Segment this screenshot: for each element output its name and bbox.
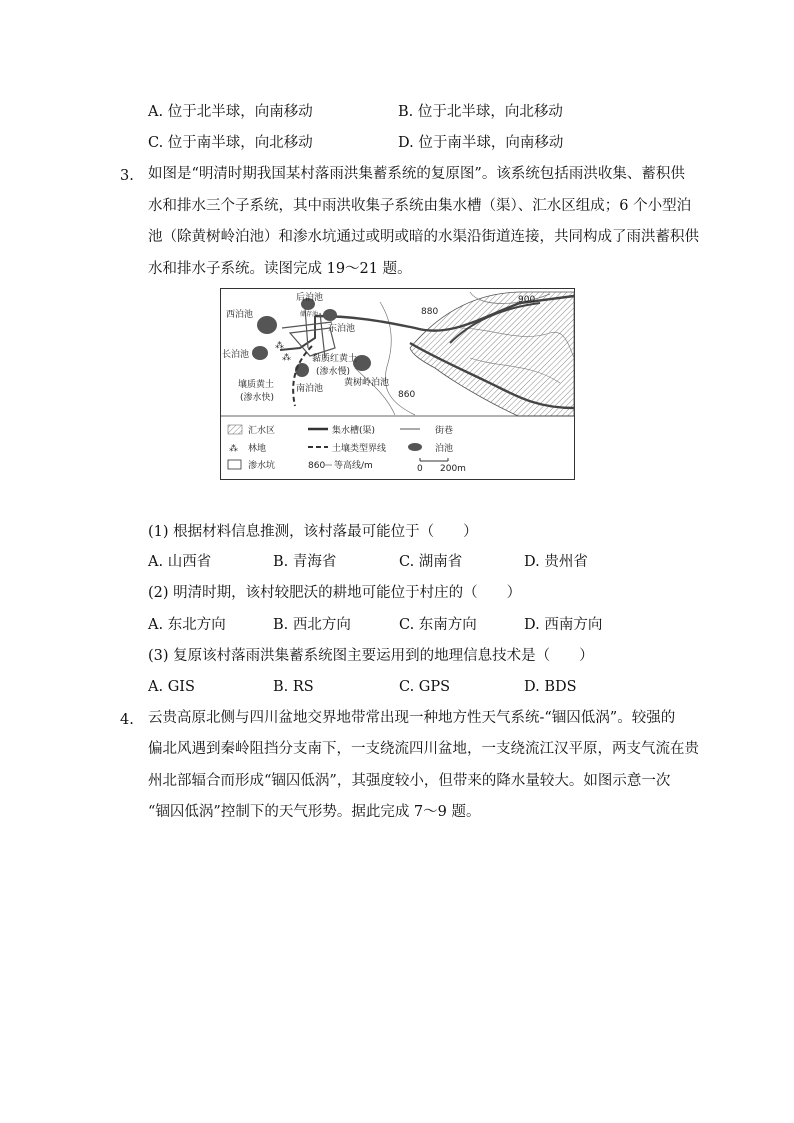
q4-text-line: 云贵高原北侧与四川盆地交界地带常出现一种地方性天气系统-“锢囚低涡”。较强的: [148, 710, 676, 726]
label-long-pond: 长泊池: [222, 350, 250, 360]
label-huangshuling-pond: 黄树岭泊池: [344, 378, 390, 388]
legend-soil-boundary: 土壤类型界线: [332, 444, 387, 454]
sub-option: D. 贵州省: [524, 554, 588, 570]
q4-text-line: “锢囚低涡”控制下的天气形势。据此完成 7～9 题。: [148, 804, 481, 820]
q3-text-line: 池（除黄树岭泊池）和渗水坑通过或明或暗的水渠沿街道连接，共同构成了雨洪蓄积供: [148, 229, 699, 245]
legend-scale: 200m: [440, 464, 466, 474]
contour-label: 880: [421, 307, 439, 317]
label-west-pond: 西泊池: [226, 310, 254, 320]
sub-option: B. 青海省: [273, 554, 337, 570]
rainwater-system-map: [220, 288, 575, 480]
legend-scale-zero: 0: [417, 464, 423, 474]
forest-symbol: ⁂: [282, 353, 291, 363]
sub-option: B. 西北方向: [273, 617, 351, 633]
sub-option: C. 湖南省: [399, 554, 463, 570]
contour-label: 900: [518, 295, 536, 305]
legend-channel: 集水槽(渠): [332, 426, 376, 436]
forest-symbol: ⁂: [275, 341, 284, 351]
question-number: 4.: [120, 712, 134, 728]
q4-text-line: 州北部辐合而形成“锢囚低涡”，其强度较小，但带来的降水量较大。如图示意一次: [148, 773, 671, 789]
sub-option: C. GPS: [399, 679, 451, 695]
label-south-pond: 南泊池: [296, 384, 324, 394]
label-storage-pond: 储存池: [300, 311, 319, 318]
sub-option: C. 东南方向: [399, 617, 477, 633]
sub-question-stem: (2) 明清时期，该村较肥沃的耕地可能位于村庄的（ ）: [148, 585, 522, 601]
legend-pond: 泊池: [435, 444, 454, 454]
contour-label: 860: [398, 390, 416, 400]
legend-seepage-pit: 渗水坑: [248, 461, 276, 471]
sub-option: A. 东北方向: [148, 617, 226, 633]
legend-contour: 等高线/m: [334, 461, 373, 471]
label-back-pond: 后泊池: [296, 293, 324, 303]
q4-text-line: 偏北风遇到秦岭阻挡分支南下，一支绕流四川盆地，一支绕流江汉平原，两支气流在贵: [148, 741, 699, 757]
question-number: 3.: [120, 168, 134, 184]
label-clay-soil: 黏质红黄土: [312, 354, 358, 364]
legend-street: 街巷: [435, 426, 454, 436]
legend-forest: 林地: [248, 444, 267, 454]
sub-option: A. 山西省: [148, 554, 212, 570]
label-clay-soil-note: (渗水慢): [316, 367, 351, 377]
q3-text-line: 水和排水子系统。读图完成 19～21 题。: [148, 261, 412, 277]
label-loam-soil-note: (渗水快): [240, 393, 275, 403]
option-a: A. 位于北半球，向南移动: [148, 104, 313, 120]
option-c: C. 位于南半球，向北移动: [148, 135, 313, 151]
legend-catchment: 汇水区: [248, 426, 276, 436]
option-b: B. 位于北半球，向北移动: [398, 104, 563, 120]
long-pond: [252, 346, 268, 360]
sub-option: B. RS: [273, 679, 314, 695]
sub-option: D. BDS: [524, 679, 577, 695]
sub-question-stem: (1) 根据材料信息推测，该村落最可能位于（ ）: [148, 524, 478, 540]
q3-text-line: 水和排水三个子系统，其中雨洪收集子系统由集水槽（渠）、汇水区组成；6 个小型泊: [148, 198, 692, 214]
q3-text-line: 如图是“明清时期我国某村落雨洪集蓄系统的复原图”。该系统包括雨洪收集、蓄积供: [148, 166, 685, 182]
option-d: D. 位于南半球，向南移动: [398, 135, 564, 151]
sub-option: A. GIS: [148, 679, 195, 695]
label-east-pond: 东泊池: [328, 324, 356, 334]
sub-question-stem: (3) 复原该村落雨洪集蓄系统图主要运用到的地理信息技术是（ ）: [148, 648, 594, 664]
legend-contour-value: 860: [308, 461, 326, 471]
sub-option: D. 西南方向: [524, 617, 603, 633]
west-pond: [257, 316, 277, 334]
label-loam-soil: 壤质黄土: [238, 380, 275, 390]
east-pond: [323, 309, 337, 321]
forest-symbol: ⁂: [229, 444, 238, 454]
